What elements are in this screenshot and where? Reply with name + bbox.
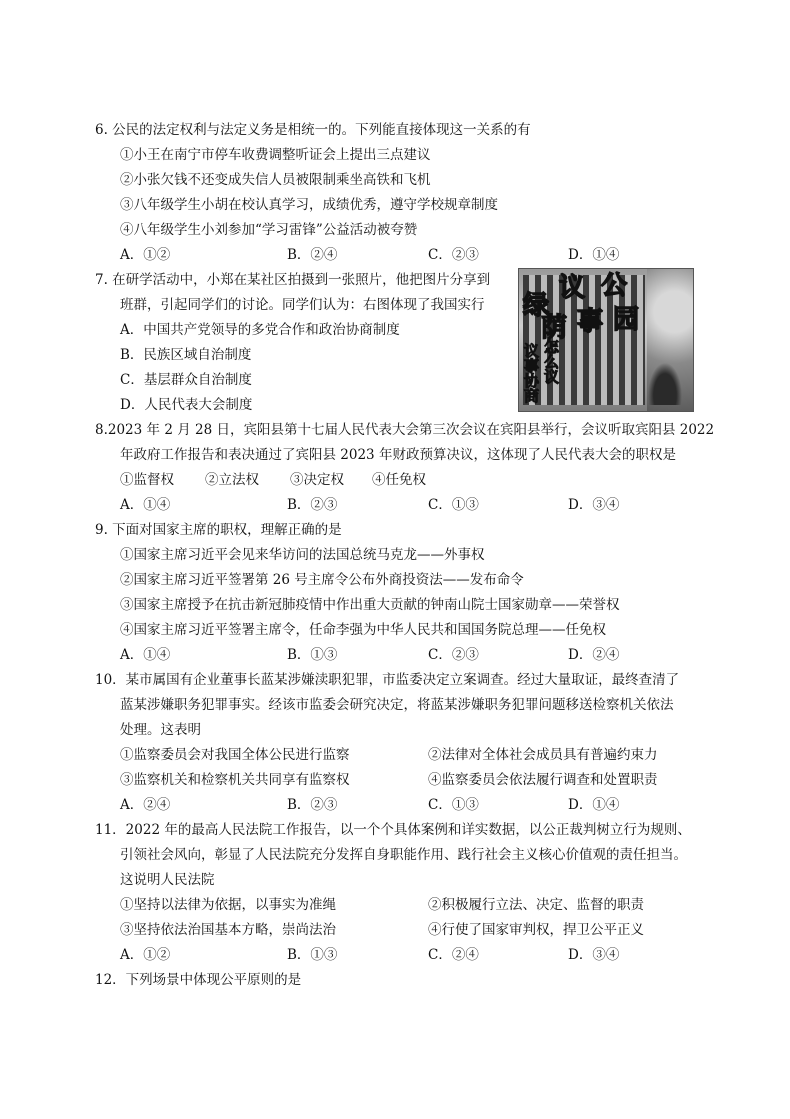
photo-char-4: 荫	[541, 313, 568, 343]
q8-option-a: A．①④	[120, 497, 171, 513]
q7-option-a: A．中国共产党领导的多党合作和政治协商制度	[120, 322, 400, 338]
q7-stem-2: 班群，引起同学们的讨论。同学们认为：右图体现了我国实行	[120, 297, 485, 313]
q7-option-d: D．人民代表大会制度	[120, 397, 253, 413]
q8-statement-4: ④任免权	[372, 472, 426, 488]
q12-stem: 12．下列场景中体现公平原则的是	[95, 972, 302, 988]
q9-option-c: C．②③	[428, 647, 479, 663]
q8-statement-1: ①监督权	[120, 472, 174, 488]
q8-option-d: D．③④	[568, 497, 620, 513]
q9-option-b: B．①③	[287, 647, 338, 663]
q8-statement-2: ②立法权	[205, 472, 259, 488]
q9-option-d: D．②④	[568, 647, 620, 663]
photo-text-vertical-1: 议事协商	[522, 343, 540, 403]
q7-stem-1: 7. 在研学活动中，小郑在某社区拍摄到一张照片，他把图片分享到	[95, 272, 491, 288]
q8-option-c: C．①③	[428, 497, 479, 513]
photo-text-vertical-2: 怎么议	[542, 339, 560, 384]
photo-char-6: 园	[613, 305, 640, 335]
q11-stem-2: 引领社会风向，彰显了人民法院充分发挥自身职能作用、践行社会主义核心价值观的责任担当。	[120, 847, 687, 863]
q8-stem-2: 年政府工作报告和表决通过了宾阳县 2023 年财政预算决议，这体现了人民代表大会的职权是	[120, 447, 676, 463]
q10-statement-2: ②法律对全体社会成员具有普遍约束力	[428, 747, 658, 763]
q10-statement-3: ③监察机关和检察机关共同享有监察权	[120, 772, 350, 788]
q11-stem-1: 11．2022 年的最高人民法院工作报告，以一个个具体案例和详实数据，以公正裁判树立行为规则、	[95, 822, 691, 838]
photo-char-1: 绿	[523, 291, 550, 321]
q10-option-a: A．②④	[120, 797, 171, 813]
q6-statement-4: ④八年级学生小刘参加“学习雷锋”公益活动被夸赞	[120, 222, 418, 238]
q9-option-a: A．①④	[120, 647, 171, 663]
q11-option-a: A．①②	[120, 947, 171, 963]
q11-option-d: D．③④	[568, 947, 620, 963]
q11-statement-4: ④行使了国家审判权，捍卫公平正义	[428, 922, 644, 938]
q11-option-c: C．②④	[428, 947, 479, 963]
q9-statement-1: ①国家主席习近平会见来华访问的法国总统马克龙——外事权	[120, 547, 485, 563]
photo-char-2: 议	[559, 273, 586, 303]
q8-stem-1: 8.2023 年 2 月 28 日，宾阳县第十七届人民代表大会第三次会议在宾阳县举行，会议听取宾阳县 2022	[95, 422, 715, 438]
q10-stem-2: 蓝某涉嫌职务犯罪事实。经该市监委会研究决定，将蓝某涉嫌职务犯罪问题移送检察机关依法	[120, 697, 674, 713]
q8-option-b: B．②③	[287, 497, 338, 513]
q6-option-b: B．②④	[287, 247, 338, 263]
photo-people	[645, 357, 685, 405]
q6-stem: 6. 公民的法定权利与法定义务是相统一的。下列能直接体现这一关系的有	[95, 122, 531, 138]
q7-option-c: C．基层群众自治制度	[120, 372, 252, 388]
q8-statement-3: ③决定权	[290, 472, 344, 488]
q10-option-c: C．①③	[428, 797, 479, 813]
photo-char-3: 公	[601, 271, 628, 301]
q6-statement-1: ①小王在南宁市停车收费调整听证会上提出三点建议	[120, 147, 431, 163]
q10-stem-1: 10．某市属国有企业董事长蓝某涉嫌渎职犯罪，市监委决定立案调查。经过大量取证，最终查清了	[95, 672, 680, 688]
q9-statement-4: ④国家主席习近平签署主席令，任命李强为中华人民共和国国务院总理——任免权	[120, 622, 606, 638]
photo-char-5: 事	[577, 307, 604, 337]
q11-statement-3: ③坚持依法治国基本方略，崇尚法治	[120, 922, 336, 938]
q6-statement-3: ③八年级学生小胡在校认真学习，成绩优秀，遵守学校规章制度	[120, 197, 498, 213]
q10-statement-4: ④监察委员会依法履行调查和处置职责	[428, 772, 658, 788]
q11-statement-2: ②积极履行立法、决定、监督的职责	[428, 897, 644, 913]
q10-statement-1: ①监察委员会对我国全体公民进行监察	[120, 747, 350, 763]
q11-statement-1: ①坚持以法律为依据，以事实为准绳	[120, 897, 336, 913]
q11-stem-3: 这说明人民法院	[120, 872, 215, 888]
q9-statement-2: ②国家主席习近平签署第 26 号主席令公布外商投资法——发布命令	[120, 572, 524, 588]
q10-stem-3: 处理。这表明	[120, 722, 201, 738]
q10-option-b: B．②③	[287, 797, 338, 813]
q6-option-d: D．①④	[568, 247, 620, 263]
q9-stem: 9. 下面对国家主席的职权，理解正确的是	[95, 522, 342, 538]
q6-statement-2: ②小张欠钱不还变成失信人员被限制乘坐高铁和飞机	[120, 172, 431, 188]
q9-statement-3: ③国家主席授予在抗击新冠肺疫情中作出重大贡献的钟南山院士国家勋章——荣誉权	[120, 597, 620, 613]
q6-option-c: C．②③	[428, 247, 479, 263]
q11-option-b: B．①③	[287, 947, 338, 963]
q6-option-a: A．①②	[120, 247, 171, 263]
q10-option-d: D．①④	[568, 797, 620, 813]
community-photo	[518, 268, 694, 412]
q7-option-b: B．民族区域自治制度	[120, 347, 252, 363]
